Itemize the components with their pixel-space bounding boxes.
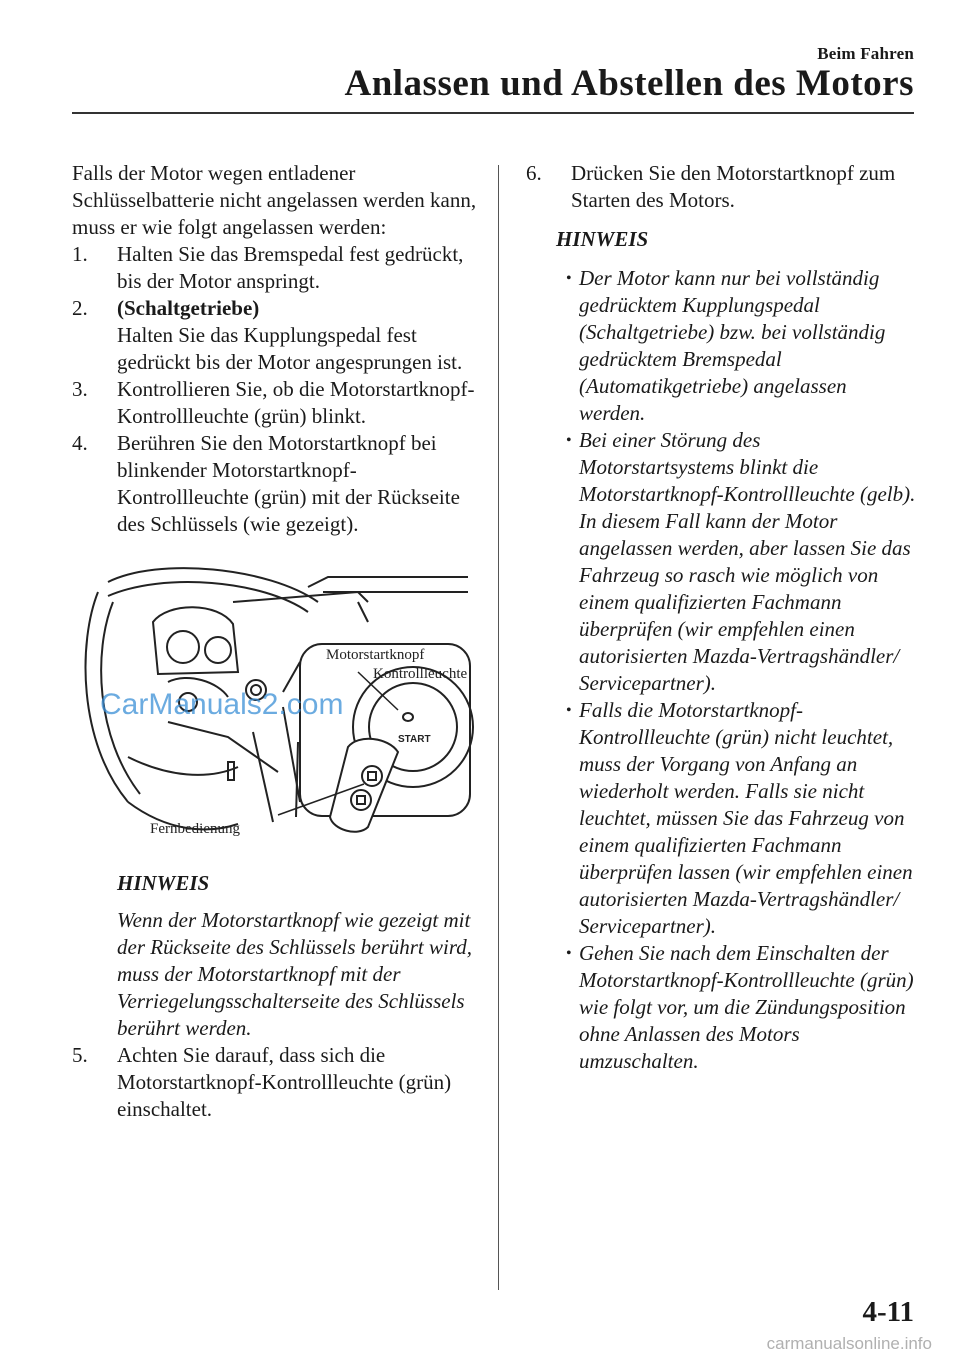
left-column: [72, 160, 477, 1123]
step-text: Achten Sie darauf, dass sich die Motorstartknopf-Kontrollleuchte (grün) einschaltet.: [117, 1043, 452, 1121]
note-bullet: [566, 940, 916, 1075]
note-bullet: [566, 265, 916, 427]
bullet-text: Falls die Motorstartknopf-Kontrollleuchte (grün) nicht leuchtet, muss der Vorgang von Anfang an wiederholt werden. Falls sie nicht leuchtet, müssen Sie das Fahrzeug von einem qualifizierten Fachmann überprüfen lassen (wir empfehlen einen autorisierten Mazda-Vertragshändler/ Servicepartner).: [579, 698, 913, 938]
bullet-dot: •: [566, 270, 572, 287]
bullet-dot: •: [566, 945, 572, 962]
step-4: [72, 430, 477, 538]
step-number: 1.: [72, 242, 88, 266]
right-column: [526, 160, 916, 1075]
section-label: Beim Fahren: [817, 44, 914, 63]
bullet-text: Bei einer Störung des Motorstartsystems blinkt die Motorstartknopf-Kontrollleuchte (gelb). In diesem Fall kann der Motor angelassen werden, aber lassen Sie das Fahrzeug so rasch wie möglich von einem qualifizierten Fachmann überprüfen (wir empfehlen einen autorisierten Mazda-Vertragshändler/ Servicepartner).: [579, 428, 916, 695]
step-2: [72, 295, 477, 376]
step-5: [72, 1042, 477, 1123]
page-number: 4-11: [862, 1296, 914, 1328]
start-text: START: [398, 734, 431, 745]
label-fernbedienung: Fernbedienung: [150, 821, 240, 837]
left-note: [117, 870, 477, 1042]
step-number: 2.: [72, 296, 88, 320]
note-bullet: [566, 697, 916, 940]
step-text: Halten Sie das Bremspedal fest gedrückt, bis der Motor anspringt.: [117, 242, 464, 293]
step-6: [526, 160, 916, 214]
step-3: [72, 376, 477, 430]
step-text: Halten Sie das Kupplungspedal fest gedrückt bis der Motor angesprungen ist.: [117, 323, 463, 374]
step-1: [72, 241, 477, 295]
intro-paragraph: Falls der Motor wegen entladener Schlüsselbatterie nicht angelassen werden kann, muss er wie folgt angelassen werden:: [72, 161, 477, 239]
note-heading: HINWEIS: [556, 227, 649, 251]
bullet-dot: •: [566, 432, 572, 449]
header-rule: [72, 112, 914, 114]
step-number: 4.: [72, 431, 88, 455]
label-kontrollleuchte: Kontrollleuchte: [373, 666, 468, 682]
step-number: 6.: [526, 161, 542, 185]
step-text: Drücken Sie den Motorstartknopf zum Starten des Motors.: [571, 161, 896, 212]
note-heading: HINWEIS: [117, 871, 210, 895]
watermark: CarManuals2.com: [100, 688, 344, 721]
note-text: Wenn der Motorstartknopf wie gezeigt mit der Rückseite des Schlüssels berührt wird, muss der Motorstartknopf mit der Verriegelungsschalterseite des Schlüssels berührt werden.: [117, 908, 473, 1040]
label-motorstartknopf: Motorstartknopf: [326, 647, 425, 663]
bullet-text: Gehen Sie nach dem Einschalten der Motorstartknopf-Kontrollleuchte (grün) wie folgt vor, um die Zündungsposition ohne Anlassen des Motors umzuschalten.: [579, 941, 914, 1073]
step-subheading: (Schaltgetriebe): [117, 296, 260, 320]
note-bullet: [566, 427, 916, 697]
step-text: Kontrollieren Sie, ob die Motorstartknopf-Kontrollleuchte (grün) blinkt.: [117, 377, 475, 428]
step-text: Berühren Sie den Motorstartknopf bei blinkender Motorstartknopf-Kontrollleuchte (grün) mit der Rückseite des Schlüssels (wie gezeigt).: [117, 431, 460, 536]
note-bullets: [566, 265, 916, 1075]
bullet-dot: •: [566, 702, 572, 719]
footer-watermark: carmanualsonline.info: [766, 1334, 932, 1353]
chapter-title: Anlassen und Abstellen des Motors: [344, 63, 914, 104]
step-number: 5.: [72, 1043, 88, 1067]
bullet-text: Der Motor kann nur bei vollständig gedrücktem Kupplungspedal (Schaltgetriebe) bzw. bei vollständig gedrücktem Bremspedal (Automatikgetriebe) angelassen werden.: [579, 266, 886, 425]
column-divider: [498, 165, 499, 1290]
step-number: 3.: [72, 377, 88, 401]
